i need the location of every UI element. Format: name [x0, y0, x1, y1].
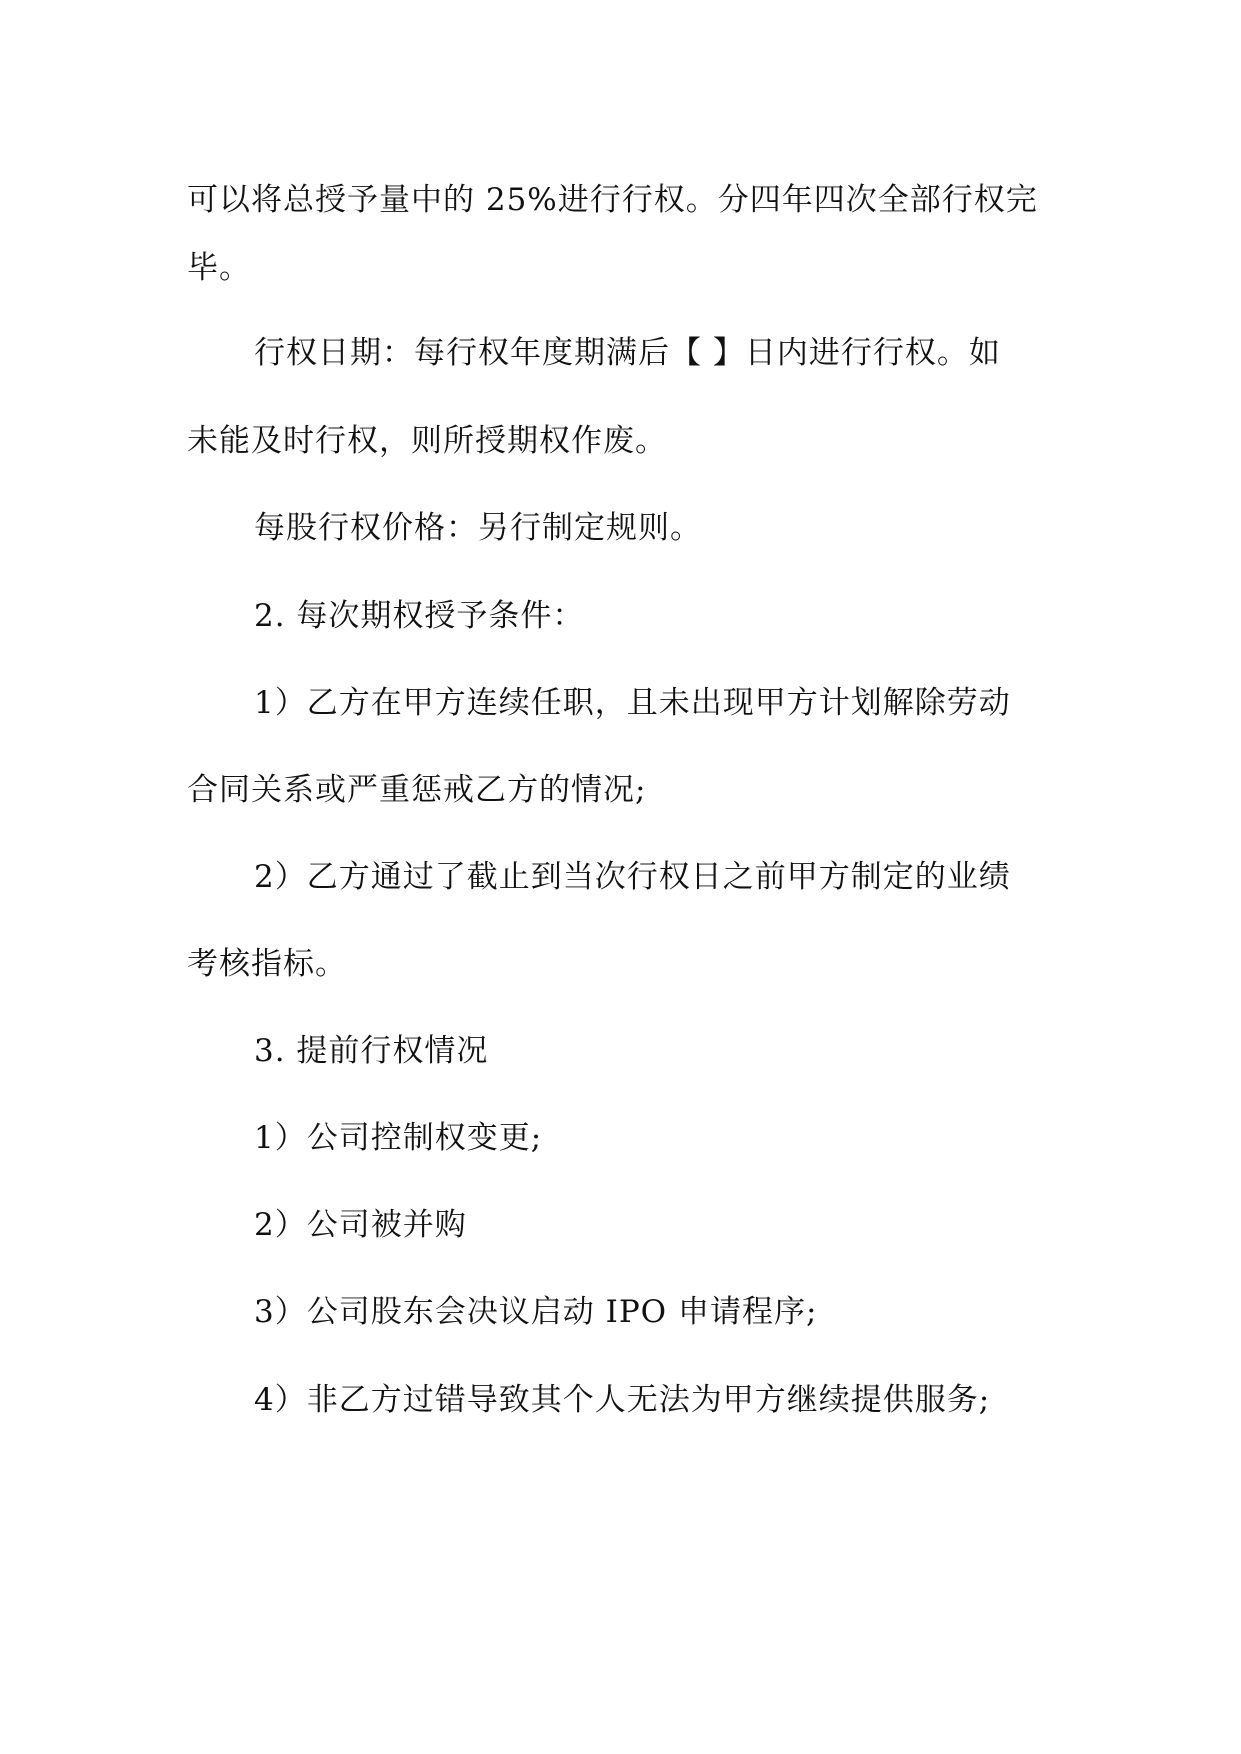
paragraph-line: 行权日期：每行权年度期满后【 】日内进行行权。如 — [254, 335, 1001, 371]
section-heading: 2. 每次期权授予条件： — [254, 598, 585, 634]
list-item: 2）公司被并购 — [254, 1207, 467, 1243]
section-heading: 3. 提前行权情况 — [254, 1033, 489, 1069]
paragraph-line: 可以将总授予量中的 25%进行行权。分四年四次全部行权完 — [187, 182, 1038, 218]
list-item: 2）乙方通过了截止到当次行权日之前甲方制定的业绩 — [254, 859, 1011, 895]
list-item: 4）非乙方过错导致其个人无法为甲方继续提供服务; — [254, 1382, 991, 1418]
paragraph-line: 未能及时行权，则所授期权作废。 — [187, 423, 667, 459]
list-item-continuation: 考核指标。 — [187, 946, 347, 982]
paragraph-line: 毕。 — [187, 250, 251, 286]
paragraph-line: 每股行权价格：另行制定规则。 — [254, 510, 702, 546]
list-item: 3）公司股东会决议启动 IPO 申请程序; — [254, 1294, 818, 1330]
list-item: 1）公司控制权变更; — [254, 1120, 543, 1156]
list-item-continuation: 合同关系或严重惩戒乙方的情况; — [187, 772, 647, 808]
list-item: 1）乙方在甲方连续任职，且未出现甲方计划解除劳动 — [254, 685, 1011, 721]
